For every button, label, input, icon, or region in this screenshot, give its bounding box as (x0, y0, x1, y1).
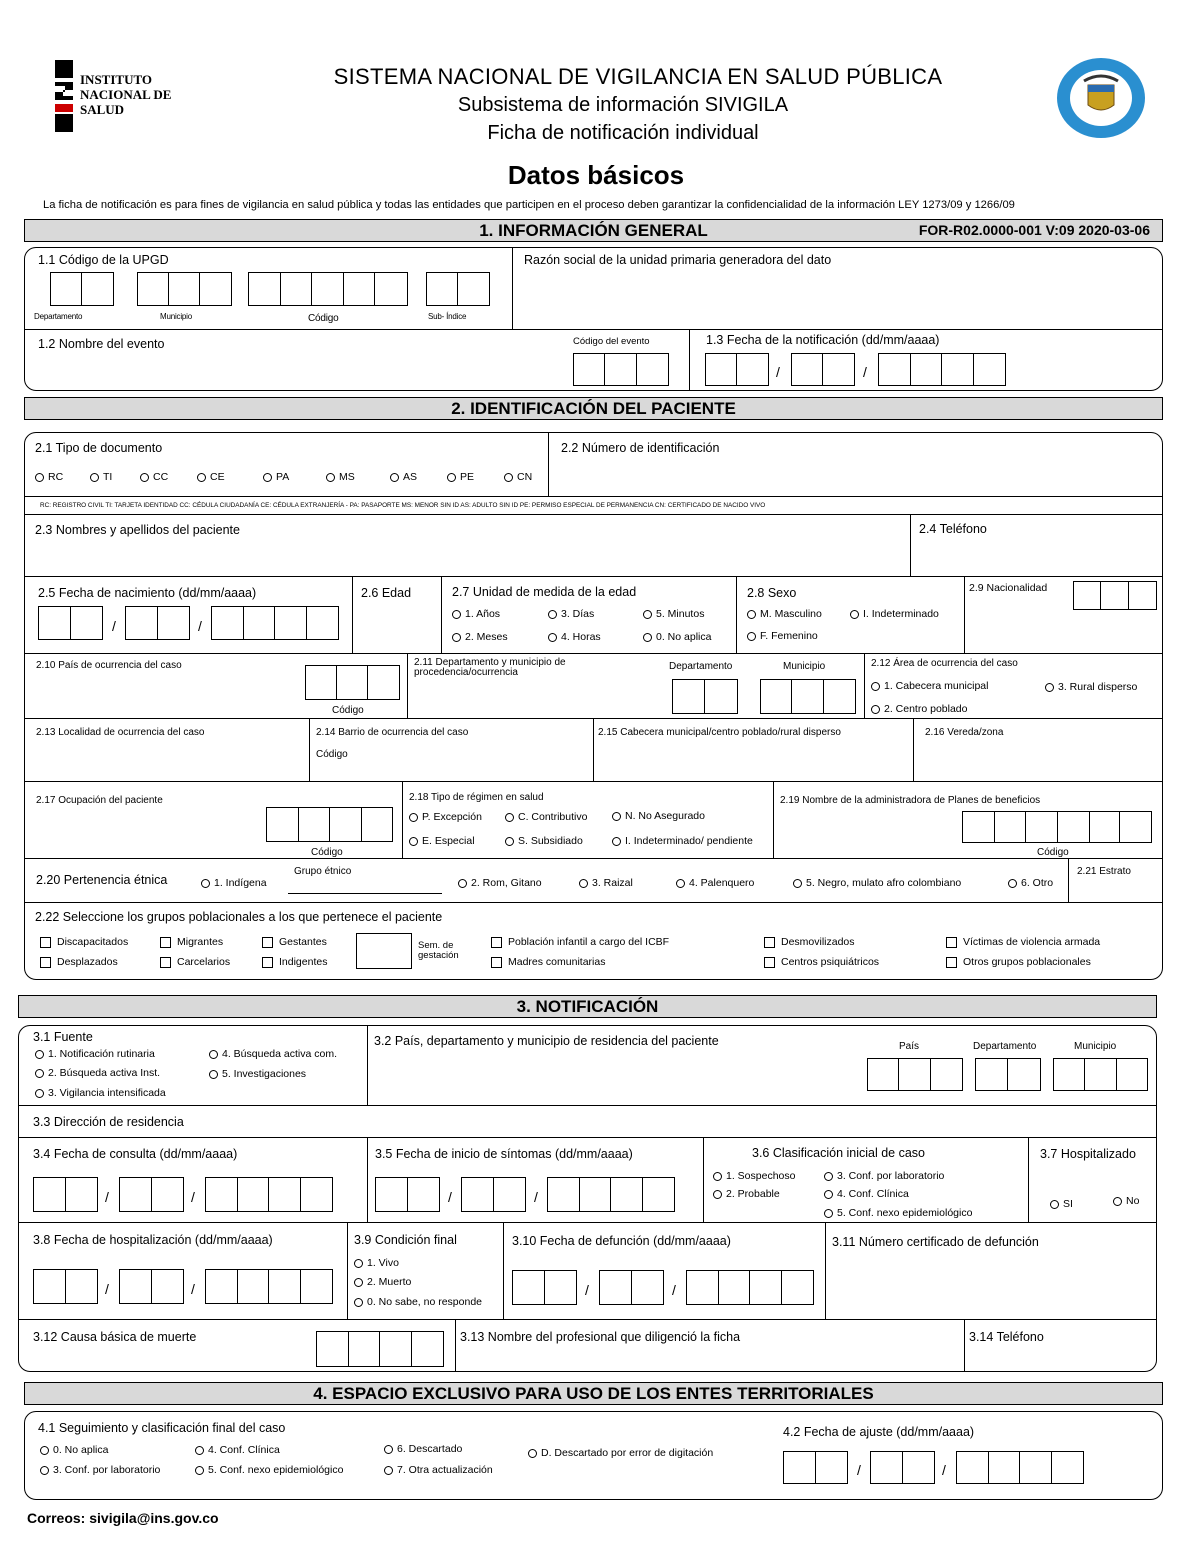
sexo-label: 2.8 Sexo (747, 586, 797, 600)
unidad-anos-radio[interactable]: 1. Años (452, 608, 500, 620)
cabecera-label: 2.15 Cabecera municipal/centro poblado/rural disperso (598, 727, 841, 738)
upgd-code-input[interactable] (248, 272, 408, 306)
administradora-input[interactable] (962, 811, 1152, 843)
regimen-i-radio[interactable]: I. Indeterminado/ pendiente (612, 835, 753, 847)
doc-ce-radio[interactable]: CE (197, 471, 225, 483)
razon-social-label: Razón social de la unidad primaria generadora del dato (524, 253, 832, 267)
doc-pa-radio[interactable]: PA (263, 471, 289, 483)
clasif-nexo-radio[interactable]: 5. Conf. nexo epidemiológico (824, 1207, 972, 1219)
depmun-mun-input[interactable] (760, 679, 856, 714)
fuente-investigaciones-radio[interactable]: 5. Investigaciones (209, 1068, 306, 1080)
fecha-notif-label: 1.3 Fecha de la notificación (dd/mm/aaaa) (706, 333, 940, 347)
nacimiento-day[interactable] (38, 606, 103, 640)
unidad-noaplica-radio[interactable]: 0. No aplica (643, 631, 711, 643)
fuente-vigilancia-radio[interactable]: 3. Vigilancia intensificada (35, 1087, 166, 1099)
etnica-label: 2.20 Pertenencia étnica (36, 873, 168, 887)
fecha-hosp-year[interactable] (205, 1269, 333, 1304)
clasif-sospechoso-radio[interactable]: 1. Sospechoso (713, 1170, 795, 1182)
hospitalizado-si-radio[interactable]: SI (1050, 1198, 1073, 1210)
ocupacion-codigo-caption: Código (311, 847, 343, 858)
section-4-header: 4. ESPACIO EXCLUSIVO PARA USO DE LOS ENTES TERRITORIALES (24, 1382, 1163, 1405)
fecha-notif-day[interactable] (705, 353, 769, 386)
code-caption: Código (308, 313, 339, 324)
grupo-victimas-checkbox[interactable]: Víctimas de violencia armada (946, 936, 1100, 948)
telefono-label: 2.4 Teléfono (919, 522, 987, 536)
ajuste-year[interactable] (956, 1451, 1084, 1484)
unidad-meses-radio[interactable]: 2. Meses (452, 631, 508, 643)
pais-codigo-caption: Código (332, 705, 364, 716)
sintomas-year[interactable] (547, 1177, 675, 1212)
section-heading: Datos básicos (507, 160, 685, 190)
telefono-prof-label: 3.14 Teléfono (969, 1330, 1044, 1344)
regimen-s-radio[interactable]: S. Subsidiado (505, 835, 583, 847)
seguimiento-label: 4.1 Seguimiento y clasificación final del caso (38, 1421, 286, 1435)
area-rural-radio[interactable]: 3. Rural disperso (1045, 681, 1137, 693)
section-1-header: 1. INFORMACIÓN GENERAL FOR-R02.0000-001 V:09 2020-03-06 (24, 219, 1163, 242)
seg-descartado-radio[interactable]: 6. Descartado (384, 1443, 462, 1455)
profesional-label: 3.13 Nombre del profesional que diligenció la ficha (460, 1330, 741, 1344)
form-code: FOR-R02.0000-001 V:09 2020-03-06 (918, 222, 1150, 238)
defuncion-month[interactable] (599, 1270, 664, 1305)
doc-as-radio[interactable]: AS (390, 471, 417, 483)
upgd-dep-input[interactable] (50, 272, 114, 306)
doc-ti-radio[interactable]: TI (90, 471, 112, 483)
fecha-notif-month[interactable] (791, 353, 855, 386)
subsystem-title: Subsistema de información SIVIGILA (457, 94, 789, 116)
seg-noaplica-radio[interactable]: 0. No aplica (40, 1444, 108, 1456)
sexo-f-radio[interactable]: F. Femenino (747, 630, 818, 642)
fuente-label: 3.1 Fuente (33, 1030, 93, 1044)
fuente-busqueda-inst-radio[interactable]: 2. Búsqueda activa Inst. (35, 1067, 160, 1079)
residencia-mun-input[interactable] (1053, 1058, 1148, 1091)
regimen-c-radio[interactable]: C. Contributivo (505, 811, 587, 823)
edad-label: 2.6 Edad (361, 586, 412, 600)
upgd-sub-input[interactable] (426, 272, 490, 306)
grupos-label: 2.22 Seleccione los grupos poblacionales a los que pertenece el paciente (35, 910, 443, 924)
doc-legend: RC: REGISTRO CIVIL TI: TARJETA IDENTIDAD CC: CÉDULA CIUDADANÍA CE: CÉDULA EXTRANJERÍA - PA: PASAPORTE MS: MENOR SIN ID AS: ADULTO SIN ID PE: PERMISO ESPECIAL DE PERMANENCIA CN: CERTIFICADO DE NACIDO VIVO (40, 502, 766, 509)
footer-email: Correos: sivigila@ins.gov.co (27, 1510, 219, 1526)
condicion-nosabe-radio[interactable]: 0. No sabe, no responde (354, 1296, 482, 1308)
doc-cn-radio[interactable]: CN (504, 471, 532, 483)
causa-input[interactable] (316, 1331, 444, 1367)
residencia-pais-caption: País (899, 1041, 920, 1052)
unidad-horas-radio[interactable]: 4. Horas (548, 631, 601, 643)
defuncion-day[interactable] (512, 1270, 577, 1305)
etnica-negro-radio[interactable]: 5. Negro, mulato afro colombiano (793, 877, 961, 889)
ajuste-day[interactable] (783, 1451, 848, 1484)
direccion-label: 3.3 Dirección de residencia (33, 1115, 184, 1129)
consulta-day[interactable] (33, 1177, 98, 1212)
area-label: 2.12 Área de ocurrencia del caso (871, 658, 1018, 669)
condicion-muerto-radio[interactable]: 2. Muerto (354, 1276, 411, 1288)
ajuste-label: 4.2 Fecha de ajuste (dd/mm/aaaa) (783, 1425, 975, 1439)
semanas-gestacion-input[interactable] (356, 933, 412, 969)
fecha-hosp-day[interactable] (33, 1269, 98, 1304)
doc-pe-radio[interactable]: PE (447, 471, 474, 483)
unidad-dias-radio[interactable]: 3. Días (548, 608, 594, 620)
ajuste-month[interactable] (870, 1451, 935, 1484)
doc-ms-radio[interactable]: MS (326, 471, 355, 483)
dep-caption: Departamento (34, 312, 83, 321)
consulta-label: 3.4 Fecha de consulta (dd/mm/aaaa) (33, 1147, 238, 1161)
defuncion-label: 3.10 Fecha de defunción (dd/mm/aaaa) (512, 1234, 731, 1248)
grupo-icbf-checkbox[interactable]: Población infantil a cargo del ICBF (491, 936, 669, 948)
barrio-label: 2.14 Barrio de ocurrencia del caso (316, 727, 469, 738)
sexo-i-radio[interactable]: I. Indeterminado (850, 608, 939, 620)
ins-logo-text: INSTITUTO NACIONAL DE SALUD (80, 72, 172, 117)
pais-ocurrencia-label: 2.10 País de ocurrencia del caso (36, 660, 182, 671)
grupo-otros-checkbox[interactable]: Otros grupos poblacionales (946, 956, 1091, 968)
disclaimer: La ficha de notificación es para fines de vigilancia en salud pública y todas las entidades que participen en el proceso deben garantizar la confidencialidad de la información LEY 1273/09 y 1266/09 (43, 199, 1015, 211)
clasificacion-label: 3.6 Clasificación inicial de caso (752, 1146, 926, 1160)
fecha-notif-year[interactable] (878, 353, 1006, 386)
depmun-mun-caption: Municipio (783, 661, 826, 672)
residencia-dep-caption: Departamento (973, 1041, 1037, 1052)
depmun-label: 2.11 Departamento y municipio de procedencia/ocurrencia (414, 657, 566, 678)
residencia-dep-input[interactable] (975, 1058, 1041, 1091)
section-3-header: 3. NOTIFICACIÓN (18, 995, 1157, 1018)
doc-rc-radio[interactable]: RC (35, 471, 63, 483)
sintomas-label: 3.5 Fecha de inicio de síntomas (dd/mm/aaaa) (375, 1147, 633, 1161)
clasif-probable-radio[interactable]: 2. Probable (713, 1188, 780, 1200)
localidad-label: 2.13 Localidad de ocurrencia del caso (36, 727, 205, 738)
evento-label: 1.2 Nombre del evento (38, 337, 165, 351)
grupo-psiquiatricos-checkbox[interactable]: Centros psiquiátricos (764, 956, 879, 968)
upgd-mun-input[interactable] (137, 272, 232, 306)
colombia-seal-icon (1056, 57, 1146, 139)
clasif-clinica-radio[interactable]: 4. Conf. Clínica (824, 1188, 909, 1200)
cod-evento-label: Código del evento (573, 336, 650, 347)
numero-id-label: 2.2 Número de identificación (561, 441, 720, 455)
regimen-n-radio[interactable]: N. No Asegurado (612, 810, 705, 822)
fecha-hosp-month[interactable] (119, 1269, 184, 1304)
nacionalidad-input[interactable] (1073, 581, 1157, 610)
certificado-label: 3.11 Número certificado de defunción (832, 1235, 1039, 1249)
seg-clinica-radio[interactable]: 4. Conf. Clínica (195, 1444, 280, 1456)
pais-ocurrencia-input[interactable] (305, 665, 400, 700)
estrato-label: 2.21 Estrato (1077, 866, 1131, 877)
causa-label: 3.12 Causa básica de muerte (33, 1330, 197, 1344)
doc-cc-radio[interactable]: CC (140, 471, 168, 483)
sintomas-day[interactable] (375, 1177, 440, 1212)
vereda-label: 2.16 Vereda/zona (925, 727, 1004, 738)
regimen-p-radio[interactable]: P. Excepción (409, 811, 482, 823)
sintomas-month[interactable] (461, 1177, 526, 1212)
depmun-dep-caption: Departamento (669, 661, 733, 672)
upgd-label: 1.1 Código de la UPGD (38, 253, 169, 267)
grupo-indigentes-checkbox[interactable]: Indigentes (262, 956, 327, 968)
seg-otra-radio[interactable]: 7. Otra actualización (384, 1464, 493, 1476)
residencia-mun-caption: Municipio (1074, 1041, 1117, 1052)
consulta-year[interactable] (205, 1177, 333, 1212)
grupo-migrantes-checkbox[interactable]: Migrantes (160, 936, 223, 948)
sub-caption: Sub- Índice (428, 312, 467, 321)
sexo-m-radio[interactable]: M. Masculino (747, 608, 822, 620)
ocupacion-input[interactable] (266, 807, 393, 842)
etnica-otro-radio[interactable]: 6. Otro (1008, 877, 1053, 889)
etnica-palenquero-radio[interactable]: 4. Palenquero (676, 877, 754, 889)
nacimiento-label: 2.5 Fecha de nacimiento (dd/mm/aaaa) (38, 586, 257, 600)
etnica-rom-radio[interactable]: 2. Rom, Gitano (458, 877, 542, 889)
cod-evento-input[interactable] (573, 353, 669, 386)
fuente-busqueda-com-radio[interactable]: 4. Búsqueda activa com. (209, 1048, 337, 1060)
nacimiento-month[interactable] (125, 606, 190, 640)
administradora-label: 2.19 Nombre de la administradora de Planes de beneficios (780, 795, 1041, 806)
ocupacion-label: 2.17 Ocupación del paciente (36, 795, 163, 806)
form-title: Ficha de notificación individual (487, 122, 759, 144)
grupo-discapacitados-checkbox[interactable]: Discapacitados (40, 936, 128, 948)
consulta-month[interactable] (119, 1177, 184, 1212)
nombres-label: 2.3 Nombres y apellidos del paciente (35, 523, 240, 537)
area-centro-radio[interactable]: 2. Centro poblado (871, 703, 967, 715)
fuente-rutinaria-radio[interactable]: 1. Notificación rutinaria (35, 1048, 155, 1060)
seg-nexo-radio[interactable]: 5. Conf. nexo epidemiológico (195, 1464, 343, 1476)
condicion-label: 3.9 Condición final (354, 1233, 457, 1247)
grupo-madres-checkbox[interactable]: Madres comunitarias (491, 956, 605, 968)
etnica-raizal-radio[interactable]: 3. Raizal (579, 877, 633, 889)
defuncion-year[interactable] (686, 1270, 814, 1305)
mun-caption: Municipio (160, 312, 192, 321)
grupo-desplazados-checkbox[interactable]: Desplazados (40, 956, 118, 968)
seg-error-radio[interactable]: D. Descartado por error de digitación (528, 1447, 713, 1459)
area-cabecera-radio[interactable]: 1. Cabecera municipal (871, 680, 988, 692)
administradora-codigo-caption: Código (1037, 847, 1069, 858)
residencia-label: 3.2 País, departamento y municipio de residencia del paciente (374, 1034, 719, 1048)
barrio-codigo-caption: Código (316, 749, 348, 760)
grupo-etnico-caption: Grupo étnico (294, 866, 352, 877)
etnica-indigena-radio[interactable]: 1. Indígena (201, 877, 267, 889)
seg-lab-radio[interactable]: 3. Conf. por laboratorio (40, 1464, 160, 1476)
grupo-carcelarios-checkbox[interactable]: Carcelarios (160, 956, 230, 968)
fecha-hosp-label: 3.8 Fecha de hospitalización (dd/mm/aaaa) (33, 1233, 273, 1247)
hospitalizado-no-radio[interactable]: No (1113, 1195, 1139, 1207)
nacimiento-year[interactable] (211, 606, 339, 640)
unidad-minutos-radio[interactable]: 5. Minutos (643, 608, 704, 620)
depmun-dep-input[interactable] (672, 679, 738, 714)
condicion-vivo-radio[interactable]: 1. Vivo (354, 1257, 399, 1269)
clasif-lab-radio[interactable]: 3. Conf. por laboratorio (824, 1170, 944, 1182)
page-title: SISTEMA NACIONAL DE VIGILANCIA EN SALUD PÚBLICA (333, 64, 943, 89)
section-2-header: 2. IDENTIFICACIÓN DEL PACIENTE (24, 397, 1163, 420)
hospitalizado-label: 3.7 Hospitalizado (1040, 1147, 1136, 1161)
nacionalidad-label: 2.9 Nacionalidad (969, 582, 1048, 594)
regimen-e-radio[interactable]: E. Especial (409, 835, 475, 847)
grupo-desmovilizados-checkbox[interactable]: Desmovilizados (764, 936, 855, 948)
regimen-label: 2.18 Tipo de régimen en salud (409, 792, 544, 803)
residencia-pais-input[interactable] (867, 1058, 963, 1091)
tipo-doc-label: 2.1 Tipo de documento (35, 441, 163, 455)
semanas-gestacion-label: Sem. de gestación (418, 940, 459, 961)
grupo-gestantes-checkbox[interactable]: Gestantes (262, 936, 327, 948)
unidad-edad-label: 2.7 Unidad de medida de la edad (452, 585, 637, 599)
